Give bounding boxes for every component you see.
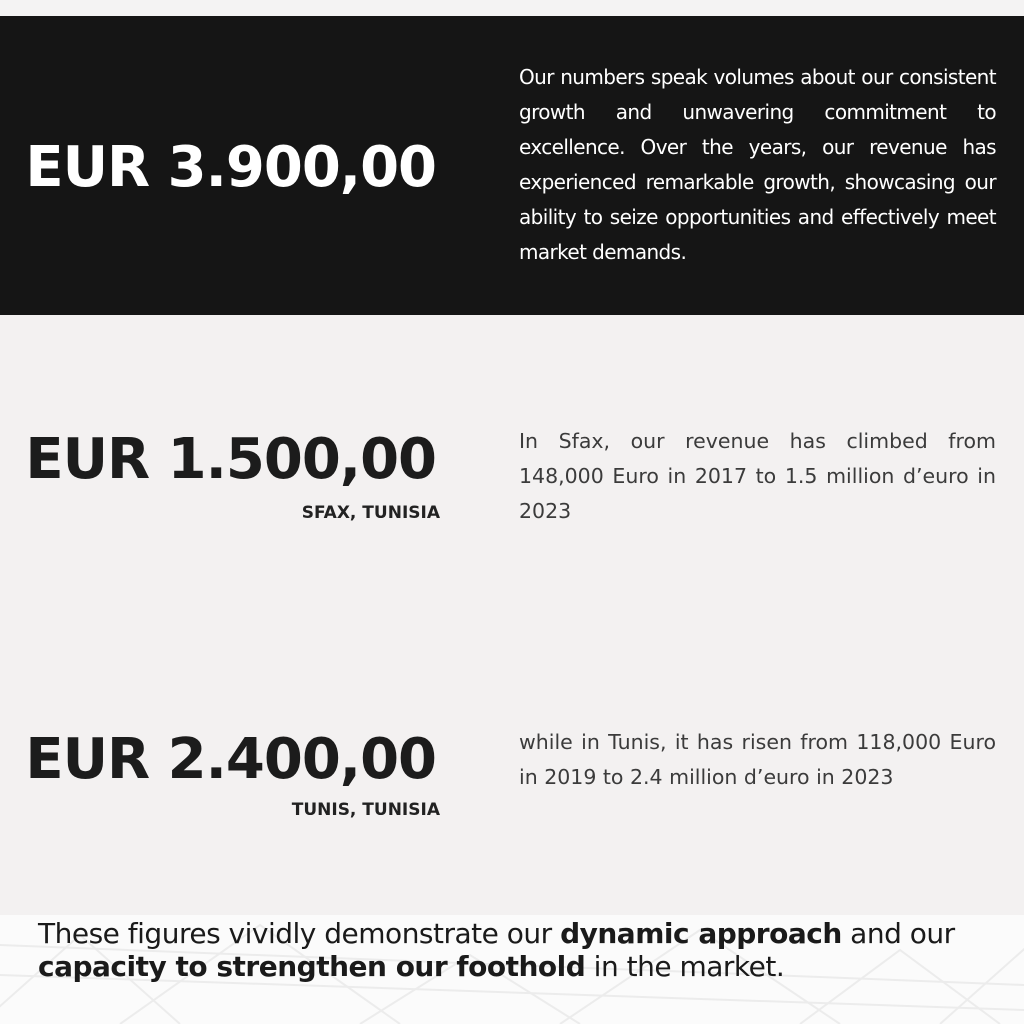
tunis-amount: EUR 2.400,00 [25, 727, 436, 792]
sfax-description: In Sfax, our revenue has climbed from 148,000 Euro in 2017 to 1.5 million d’euro in 2023 [519, 429, 996, 523]
sfax-amount: EUR 1.500,00 [25, 427, 436, 492]
summary-emphasis-1: dynamic approach [560, 917, 842, 950]
summary-part-1: These figures vividly demonstrate our [38, 917, 561, 950]
summary-text [38, 917, 1018, 983]
summary-part-2: and our [841, 917, 955, 950]
tunis-location: TUNIS, TUNISIA [291, 800, 440, 820]
total-amount: EUR 3.900,00 [25, 135, 436, 200]
summary-emphasis-2: capacity to strengthen our foothold [38, 950, 586, 983]
top-strip [0, 0, 1024, 16]
total-description: Our numbers speak volumes about our consistent growth and unwavering commitment to excellence. Over the years, our revenue has experienced remarkable growth, showcasing our ability to seize opportunities and effectively meet market demands. [519, 65, 996, 264]
city-revenue-section [0, 315, 1024, 915]
summary-part-3: in the market. [585, 950, 785, 983]
tunis-description: while in Tunis, it has risen from 118,000 Euro in 2019 to 2.4 million d’euro in 2023 [519, 730, 996, 789]
total-revenue-section [0, 16, 1024, 315]
sfax-location: SFAX, TUNISIA [301, 503, 440, 523]
